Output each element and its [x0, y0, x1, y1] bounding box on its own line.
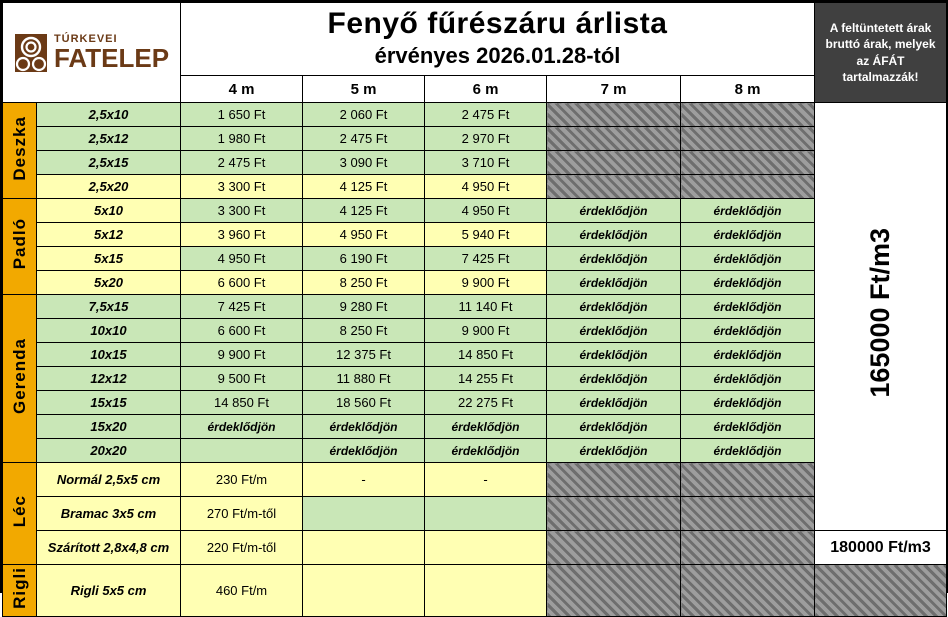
price-cell: [303, 565, 425, 617]
price-cell: 9 900 Ft: [181, 343, 303, 367]
size-label: 7,5x15: [37, 295, 181, 319]
title-cell: [181, 3, 815, 76]
price-cell: 2 475 Ft: [181, 151, 303, 175]
price-cell: 2 475 Ft: [303, 127, 425, 151]
column-header-6: 8 m: [681, 76, 815, 103]
price-cell: [425, 497, 547, 531]
price-cell: érdeklődjön: [547, 343, 681, 367]
table-row: [3, 531, 947, 565]
table-row: [3, 103, 947, 127]
price-cell: 4 125 Ft: [303, 175, 425, 199]
price-cell: 4 125 Ft: [303, 199, 425, 223]
table-row: [3, 565, 947, 617]
price-cell: 230 Ft/m: [181, 463, 303, 497]
price-cell: 460 Ft/m: [181, 565, 303, 617]
brand-logo: [9, 33, 174, 73]
price-cell: [547, 103, 681, 127]
price-cell: érdeklődjön: [181, 415, 303, 439]
price-cell: érdeklődjön: [681, 199, 815, 223]
logo-top-text: TÚRKEVEI: [53, 33, 118, 45]
price-cell: 8 250 Ft: [303, 319, 425, 343]
price-cell: [681, 151, 815, 175]
m3-price-main-text: 165000 Ft/m3: [865, 228, 896, 398]
category-label-padló: [3, 199, 37, 295]
price-cell: 14 850 Ft: [425, 343, 547, 367]
table-row: [3, 463, 947, 497]
log-stack-icon: [14, 33, 48, 73]
price-cell: 3 090 Ft: [303, 151, 425, 175]
price-cell: 8 250 Ft: [303, 271, 425, 295]
price-cell: [547, 463, 681, 497]
size-label: 15x15: [37, 391, 181, 415]
column-header-3: 5 m: [303, 76, 425, 103]
table-row: [3, 439, 947, 463]
table-row: [3, 415, 947, 439]
price-cell: érdeklődjön: [681, 295, 815, 319]
price-cell: 9 280 Ft: [303, 295, 425, 319]
price-cell: 6 600 Ft: [181, 319, 303, 343]
size-label: 2,5x20: [37, 175, 181, 199]
table-row: [3, 367, 947, 391]
price-cell: 4 950 Ft: [425, 175, 547, 199]
price-cell: 4 950 Ft: [181, 247, 303, 271]
price-cell: érdeklődjön: [681, 247, 815, 271]
table-row: [3, 319, 947, 343]
price-cell: [681, 497, 815, 531]
price-cell: 9 900 Ft: [425, 271, 547, 295]
price-cell: érdeklődjön: [547, 367, 681, 391]
price-cell: [303, 531, 425, 565]
size-label: 2,5x15: [37, 151, 181, 175]
price-cell: érdeklődjön: [681, 271, 815, 295]
size-label: 20x20: [37, 439, 181, 463]
column-header-2: 4 m: [181, 76, 303, 103]
price-cell: -: [303, 463, 425, 497]
price-cell: [681, 103, 815, 127]
price-cell: érdeklődjön: [681, 319, 815, 343]
category-label-text: Rigli: [9, 567, 29, 609]
price-cell: érdeklődjön: [303, 415, 425, 439]
size-label: Szárított 2,8x4,8 cm: [37, 531, 181, 565]
size-label: Rigli 5x5 cm: [37, 565, 181, 617]
table-row: [3, 391, 947, 415]
price-cell: [547, 531, 681, 565]
price-cell: 11 880 Ft: [303, 367, 425, 391]
price-table: [2, 2, 947, 617]
price-cell: [181, 439, 303, 463]
table-row: [3, 175, 947, 199]
price-cell: érdeklődjön: [547, 319, 681, 343]
price-cell: 7 425 Ft: [425, 247, 547, 271]
price-cell: érdeklődjön: [681, 439, 815, 463]
page-title: Fenyő fűrészáru árlista: [327, 7, 668, 40]
price-cell: 5 940 Ft: [425, 223, 547, 247]
price-cell: érdeklődjön: [547, 391, 681, 415]
size-label: 5x15: [37, 247, 181, 271]
price-cell: [547, 151, 681, 175]
price-cell: 11 140 Ft: [425, 295, 547, 319]
category-label-text: Padló: [9, 218, 29, 270]
price-cell: 2 475 Ft: [425, 103, 547, 127]
price-cell: 4 950 Ft: [303, 223, 425, 247]
size-label: 5x12: [37, 223, 181, 247]
price-cell: [425, 565, 547, 617]
size-label: 5x10: [37, 199, 181, 223]
price-cell: [681, 175, 815, 199]
table-row: [3, 151, 947, 175]
price-cell: 220 Ft/m-től: [181, 531, 303, 565]
price-cell: 2 060 Ft: [303, 103, 425, 127]
category-label-gerenda: [3, 295, 37, 463]
category-label-léc: [3, 463, 37, 565]
table-row: [3, 127, 947, 151]
category-label-text: Léc: [9, 494, 29, 528]
price-cell: 9 900 Ft: [425, 319, 547, 343]
price-cell: 9 500 Ft: [181, 367, 303, 391]
price-cell: érdeklődjön: [681, 223, 815, 247]
price-cell: érdeklődjön: [681, 367, 815, 391]
price-cell: 2 970 Ft: [425, 127, 547, 151]
table-row: [3, 247, 947, 271]
table-row: [3, 223, 947, 247]
price-cell: [681, 463, 815, 497]
logo-cell: [3, 3, 181, 103]
price-cell: érdeklődjön: [547, 223, 681, 247]
price-cell: érdeklődjön: [681, 391, 815, 415]
price-cell: 6 600 Ft: [181, 271, 303, 295]
price-cell: érdeklődjön: [547, 295, 681, 319]
category-label-rigli: [3, 565, 37, 617]
price-cell: 4 950 Ft: [425, 199, 547, 223]
column-header-5: 7 m: [547, 76, 681, 103]
category-label-deszka: [3, 103, 37, 199]
price-cell: érdeklődjön: [547, 199, 681, 223]
price-cell: érdeklődjön: [547, 439, 681, 463]
table-row: [3, 271, 947, 295]
column-header-4: 6 m: [425, 76, 547, 103]
table-row: [3, 295, 947, 319]
price-cell: 12 375 Ft: [303, 343, 425, 367]
price-cell: 3 300 Ft: [181, 199, 303, 223]
size-label: 15x20: [37, 415, 181, 439]
price-cell: 3 710 Ft: [425, 151, 547, 175]
page-subtitle: érvényes 2026.01.28-tól: [374, 43, 621, 68]
price-cell: 7 425 Ft: [181, 295, 303, 319]
price-cell: érdeklődjön: [547, 271, 681, 295]
price-cell: 6 190 Ft: [303, 247, 425, 271]
size-label: 5x20: [37, 271, 181, 295]
price-cell: 270 Ft/m-től: [181, 497, 303, 531]
category-label-text: Gerenda: [9, 338, 29, 414]
price-cell: érdeklődjön: [425, 439, 547, 463]
m3-price-main: [815, 103, 947, 531]
price-cell: [681, 127, 815, 151]
size-label: Normál 2,5x5 cm: [37, 463, 181, 497]
price-cell: [547, 565, 681, 617]
price-cell: 3 300 Ft: [181, 175, 303, 199]
price-cell: -: [425, 463, 547, 497]
table-row: [3, 343, 947, 367]
price-cell: 22 275 Ft: [425, 391, 547, 415]
price-cell: érdeklődjön: [547, 247, 681, 271]
m3-hatch: [815, 565, 947, 617]
logo-bottom-text: FATELEP: [53, 43, 170, 73]
price-cell: [425, 531, 547, 565]
price-cell: érdeklődjön: [303, 439, 425, 463]
size-label: 2,5x10: [37, 103, 181, 127]
vat-notice: A feltüntetett árak bruttó árak, melyek az ÁFÁT tartalmazzák!: [815, 3, 947, 103]
table-row: [3, 497, 947, 531]
price-cell: 18 560 Ft: [303, 391, 425, 415]
size-label: 2,5x12: [37, 127, 181, 151]
price-cell: érdeklődjön: [547, 415, 681, 439]
price-cell: [681, 565, 815, 617]
table-row: [3, 199, 947, 223]
price-cell: [303, 497, 425, 531]
price-cell: [547, 175, 681, 199]
size-label: 12x12: [37, 367, 181, 391]
price-cell: 1 650 Ft: [181, 103, 303, 127]
price-cell: érdeklődjön: [681, 343, 815, 367]
size-label: 10x15: [37, 343, 181, 367]
price-cell: 1 980 Ft: [181, 127, 303, 151]
price-cell: 14 850 Ft: [181, 391, 303, 415]
price-cell: [547, 127, 681, 151]
price-cell: [547, 497, 681, 531]
size-label: Bramac 3x5 cm: [37, 497, 181, 531]
price-cell: 3 960 Ft: [181, 223, 303, 247]
price-cell: érdeklődjön: [681, 415, 815, 439]
price-cell: érdeklődjön: [425, 415, 547, 439]
size-label: 10x10: [37, 319, 181, 343]
price-cell: 14 255 Ft: [425, 367, 547, 391]
price-cell: [681, 531, 815, 565]
header-row: [3, 3, 947, 76]
m3-price-second: 180000 Ft/m3: [815, 531, 947, 565]
category-label-text: Deszka: [9, 115, 29, 181]
